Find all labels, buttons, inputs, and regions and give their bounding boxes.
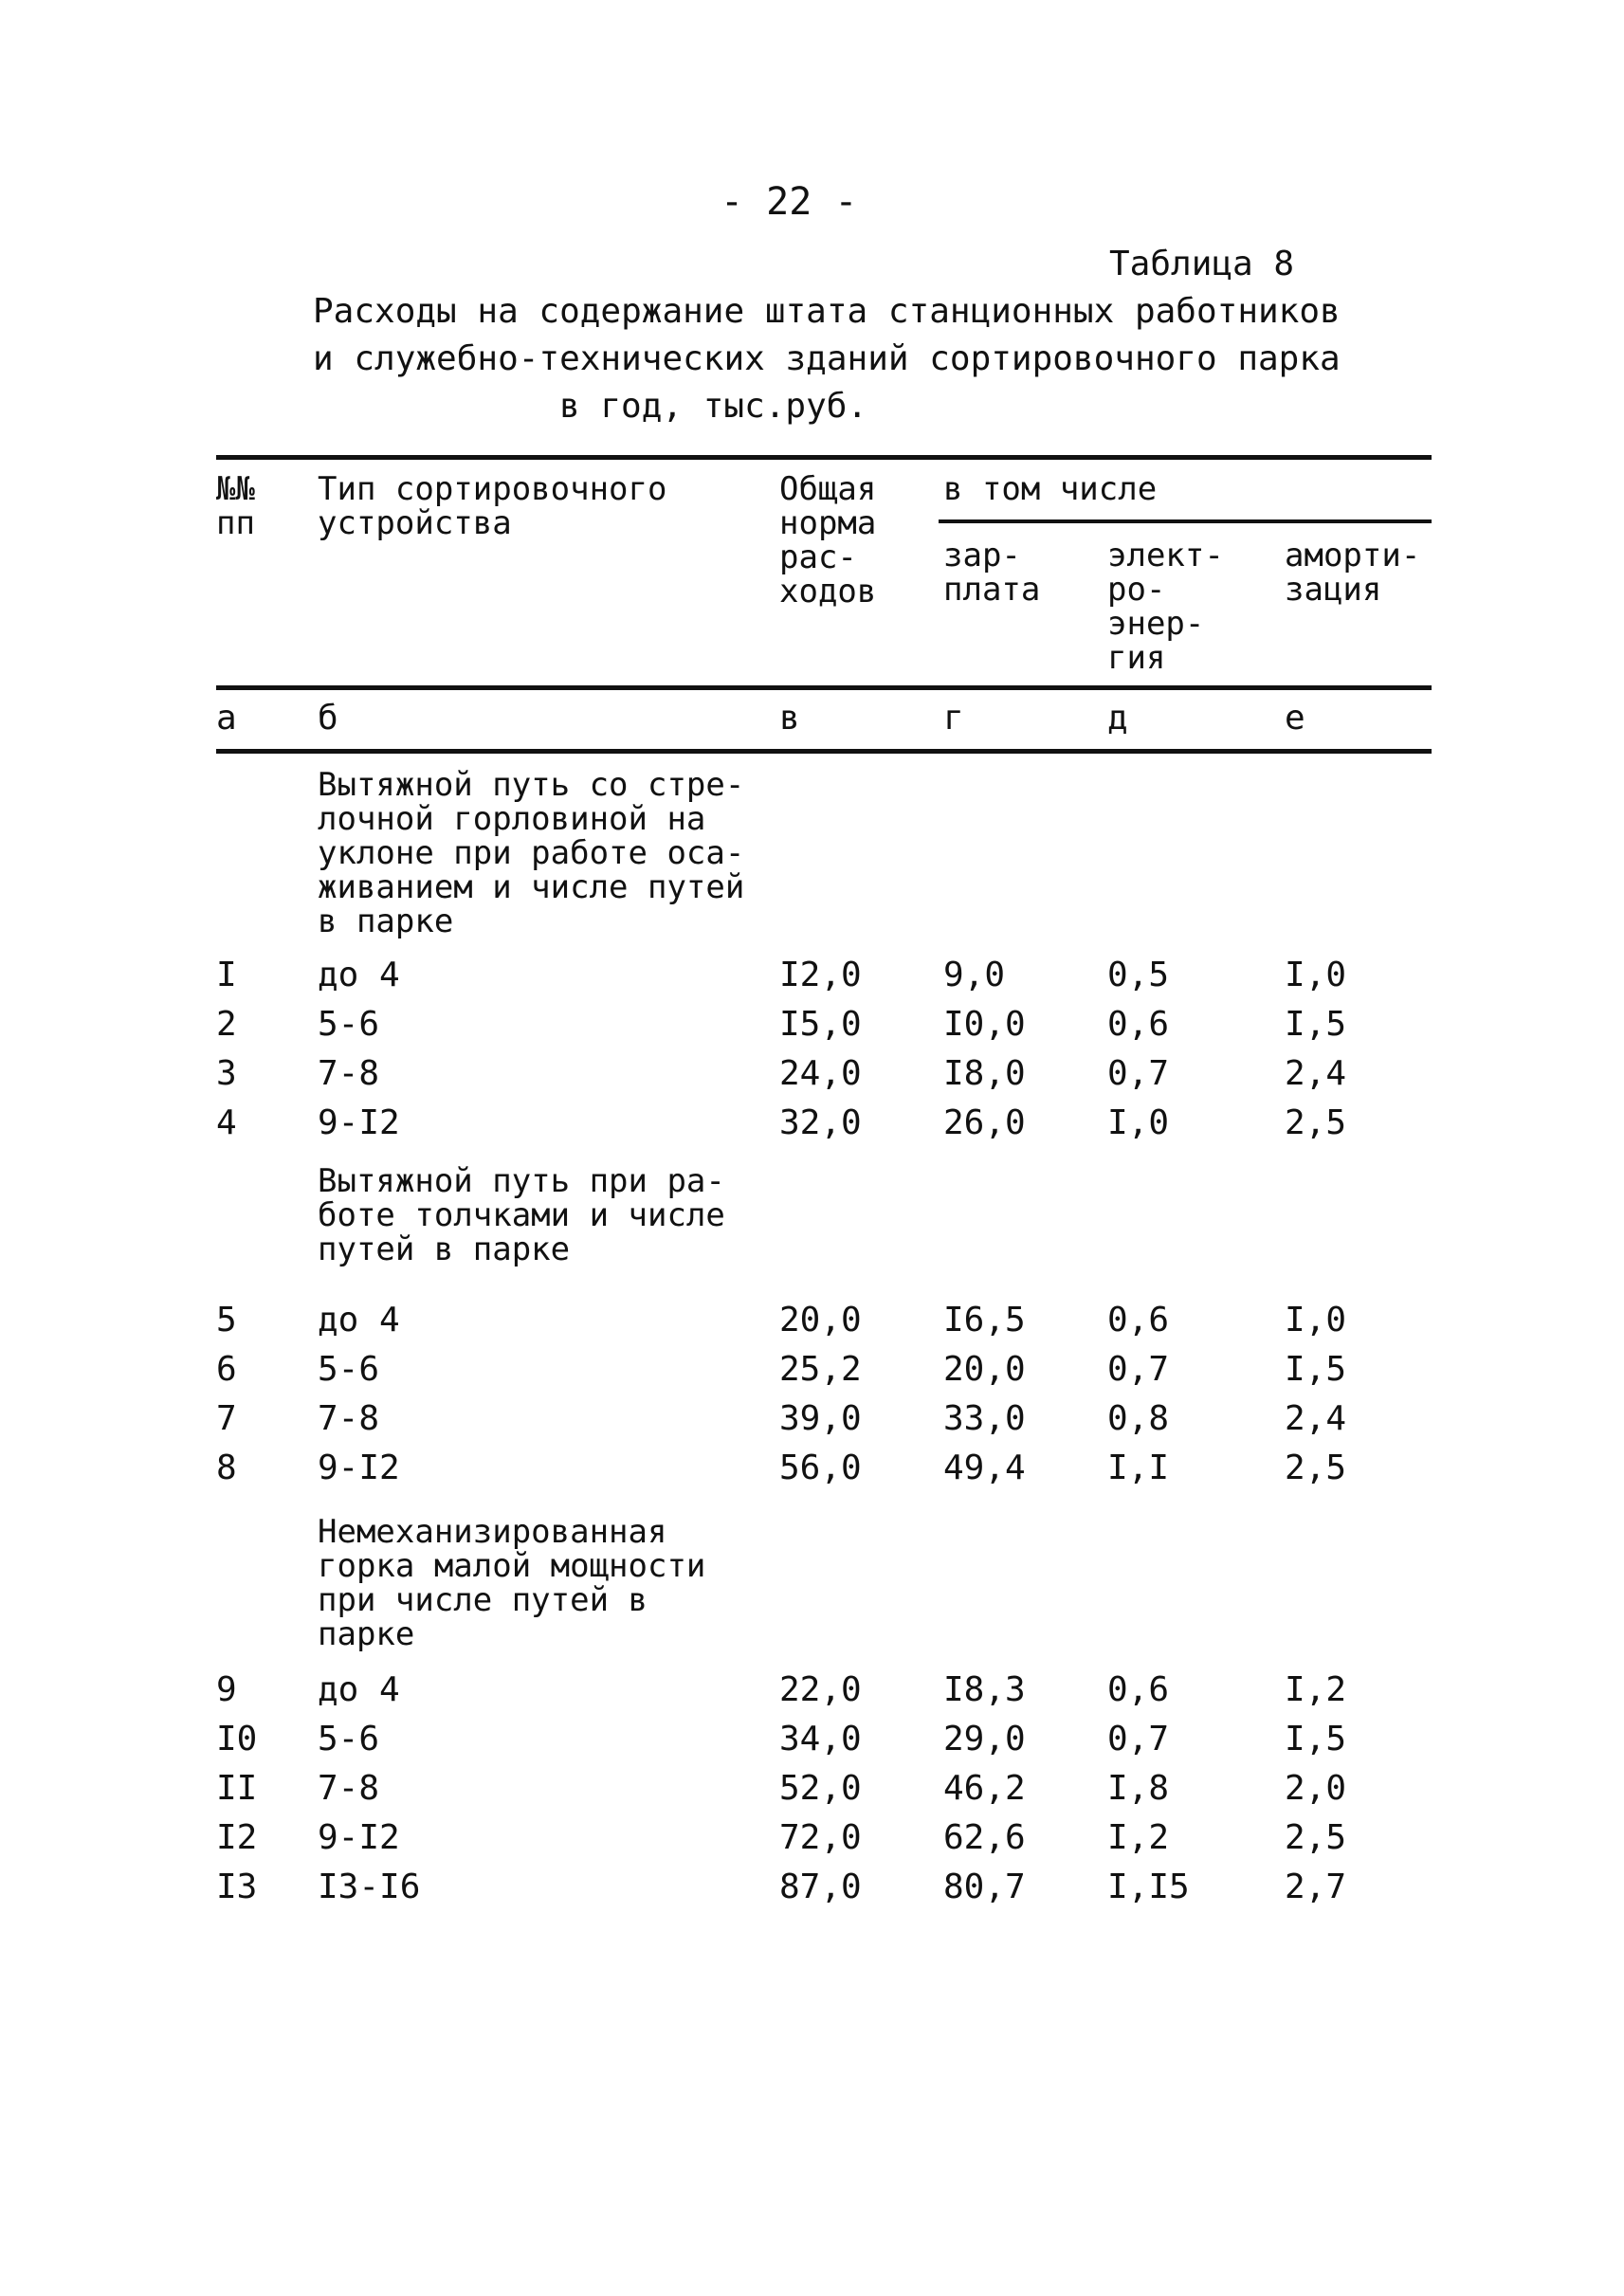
row-energy: 0,5 [1107, 956, 1170, 994]
row-total: 32,0 [779, 1103, 862, 1142]
letter-e: е [1285, 699, 1305, 738]
row-number: 4 [216, 1103, 237, 1142]
table-title-line-3: в год, тыс.руб. [559, 387, 868, 426]
row-total: I2,0 [779, 956, 862, 994]
row-type: до 4 [318, 956, 400, 994]
row-salary: 49,4 [943, 1449, 1026, 1487]
row-energy: 0,7 [1107, 1054, 1170, 1093]
row-amort: 2,5 [1285, 1818, 1347, 1857]
row-amort: I,5 [1285, 1720, 1347, 1758]
row-total: 34,0 [779, 1720, 862, 1758]
row-amort: I,2 [1285, 1670, 1347, 1709]
row-type: 7-8 [318, 1399, 380, 1438]
letter-g: г [943, 699, 964, 738]
row-amort: 2,4 [1285, 1399, 1347, 1438]
header-type: Тип сортировочного устройства [318, 470, 667, 542]
header-energy: элект- ро- энер- гия [1107, 537, 1224, 677]
row-number: I0 [216, 1720, 258, 1758]
row-number: I3 [216, 1868, 258, 1906]
row-salary: 46,2 [943, 1769, 1026, 1808]
section-title: Вытяжной путь при ра- боте толчками и числе путей в парке [318, 1162, 725, 1268]
table-label: Таблица 8 [1109, 245, 1295, 283]
row-amort: 2,0 [1285, 1769, 1347, 1808]
row-total: 56,0 [779, 1449, 862, 1487]
row-type: I3-I6 [318, 1868, 421, 1906]
letter-b: б [318, 699, 338, 738]
row-salary: 62,6 [943, 1818, 1026, 1857]
rule-header-bottom [216, 685, 1432, 690]
row-total: 25,2 [779, 1350, 862, 1389]
row-energy: I,I [1107, 1449, 1170, 1487]
header-total: Общая норма рас- ходов [779, 470, 877, 610]
row-type: 9-I2 [318, 1449, 400, 1487]
row-type: до 4 [318, 1670, 400, 1709]
row-salary: I6,5 [943, 1301, 1026, 1339]
row-salary: 20,0 [943, 1350, 1026, 1389]
row-amort: I,5 [1285, 1350, 1347, 1389]
row-energy: I,I5 [1107, 1868, 1190, 1906]
row-number: I2 [216, 1818, 258, 1857]
row-energy: 0,6 [1107, 1301, 1170, 1339]
row-total: 52,0 [779, 1769, 862, 1808]
row-total: 20,0 [779, 1301, 862, 1339]
row-energy: 0,6 [1107, 1670, 1170, 1709]
row-total: 72,0 [779, 1818, 862, 1857]
row-amort: I,0 [1285, 956, 1347, 994]
row-type: 9-I2 [318, 1103, 400, 1142]
row-salary: I0,0 [943, 1005, 1026, 1044]
row-number: 5 [216, 1301, 237, 1339]
row-salary: 29,0 [943, 1720, 1026, 1758]
table-title-line-1: Расходы на содержание штата станционных работников [313, 292, 1341, 331]
row-number: 7 [216, 1399, 237, 1438]
row-total: 22,0 [779, 1670, 862, 1709]
row-salary: 9,0 [943, 956, 1006, 994]
rule-top [216, 455, 1432, 460]
header-num: №№ пп [216, 470, 255, 542]
row-number: 9 [216, 1670, 237, 1709]
row-amort: I,0 [1285, 1301, 1347, 1339]
row-type: 9-I2 [318, 1818, 400, 1857]
header-amort: аморти- зация [1285, 537, 1421, 609]
row-total: I5,0 [779, 1005, 862, 1044]
row-salary: I8,3 [943, 1670, 1026, 1709]
row-energy: I,0 [1107, 1103, 1170, 1142]
header-salary: зар- плата [943, 537, 1041, 609]
row-number: I [216, 956, 237, 994]
row-salary: 26,0 [943, 1103, 1026, 1142]
row-amort: 2,5 [1285, 1449, 1347, 1487]
row-number: II [216, 1769, 258, 1808]
rule-subheader [939, 519, 1432, 523]
letter-v: в [779, 699, 800, 738]
row-total: 24,0 [779, 1054, 862, 1093]
row-type: 5-6 [318, 1720, 380, 1758]
table-title-line-2: и служебно-технических зданий сортировочного парка [313, 339, 1341, 378]
row-type: 5-6 [318, 1350, 380, 1389]
section-title: Вытяжной путь со стре- лочной горловиной на уклоне при работе осa- живанием и числе путей в парке [318, 766, 745, 940]
row-number: 8 [216, 1449, 237, 1487]
row-amort: 2,7 [1285, 1868, 1347, 1906]
header-including: в том числе [943, 470, 1158, 508]
row-number: 2 [216, 1005, 237, 1044]
row-energy: 0,6 [1107, 1005, 1170, 1044]
row-total: 39,0 [779, 1399, 862, 1438]
row-amort: I,5 [1285, 1005, 1347, 1044]
row-number: 3 [216, 1054, 237, 1093]
row-salary: I8,0 [943, 1054, 1026, 1093]
row-type: до 4 [318, 1301, 400, 1339]
row-amort: 2,5 [1285, 1103, 1347, 1142]
row-salary: 80,7 [943, 1868, 1026, 1906]
row-type: 5-6 [318, 1005, 380, 1044]
row-energy: 0,7 [1107, 1350, 1170, 1389]
letter-d: д [1107, 699, 1128, 738]
section-title: Немеханизированная горка малой мощности при числе путей в парке [318, 1513, 706, 1653]
row-amort: 2,4 [1285, 1054, 1347, 1093]
row-energy: 0,7 [1107, 1720, 1170, 1758]
rule-letters-bottom [216, 749, 1432, 754]
page-number: - 22 - [721, 180, 858, 224]
row-type: 7-8 [318, 1769, 380, 1808]
row-type: 7-8 [318, 1054, 380, 1093]
letter-a: а [216, 699, 237, 738]
row-energy: I,8 [1107, 1769, 1170, 1808]
row-energy: I,2 [1107, 1818, 1170, 1857]
row-total: 87,0 [779, 1868, 862, 1906]
row-energy: 0,8 [1107, 1399, 1170, 1438]
row-salary: 33,0 [943, 1399, 1026, 1438]
row-number: 6 [216, 1350, 237, 1389]
